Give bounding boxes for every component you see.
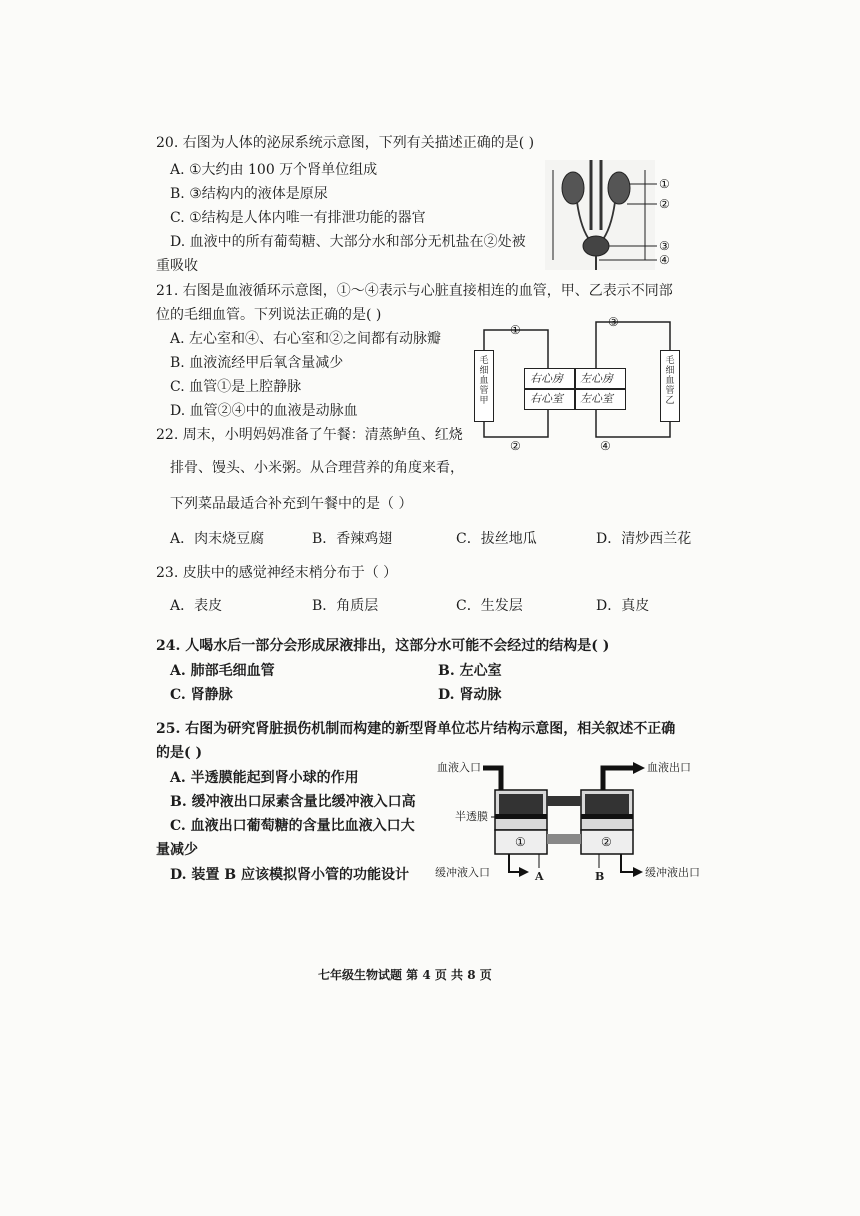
q25-stem-line1: 25. 右图为研究肾脏损伤机制而构建的新型肾单位芯片结构示意图，相关叙述不正确 — [156, 721, 676, 737]
q21-option-b: B. 血液流经甲后氧含量减少 — [170, 355, 344, 371]
q20-stem: 20. 右图为人体的泌尿系统示意图，下列有关描述正确的是( ) — [156, 135, 535, 151]
circ-vessel-2: ② — [510, 439, 521, 453]
q23-option-d: D．真皮 — [596, 598, 650, 614]
left-kidney — [562, 172, 584, 204]
q21-option-d: D. 血管②④中的血液是动脉血 — [170, 403, 358, 419]
q24-stem: 24. 人喝水后一部分会形成尿液排出，这部分水可能不会经过的结构是( ) — [156, 638, 610, 654]
left-atrium: 左心房 — [580, 372, 613, 385]
q23-option-b: B．角质层 — [312, 598, 379, 614]
q25-option-b: B. 缓冲液出口尿素含量比缓冲液入口高 — [170, 794, 416, 810]
urinary-system-figure — [545, 160, 690, 270]
capillary-yi-label: 毛细血管乙 — [665, 356, 675, 406]
q22-stem-line3: 下列菜品最适合补充到午餐中的是（ ） — [170, 496, 413, 512]
q22-stem-line2: 排骨、馒头、小米粥。从合理营养的角度来看， — [170, 460, 464, 476]
device-a-label: A — [535, 870, 544, 883]
bladder — [583, 236, 609, 256]
q23-option-a: A．表皮 — [170, 598, 223, 614]
q24-option-c: C. 肾静脉 — [170, 687, 233, 703]
urinary-label-4: ④ — [659, 253, 670, 267]
chip-circle-1: ① — [515, 835, 526, 849]
q25-option-c: C. 血液出口葡萄糖的含量比血液入口大 — [170, 818, 415, 834]
left-ventricle: 左心室 — [580, 392, 613, 405]
q20-option-d-cont: 重吸收 — [156, 258, 198, 274]
q22-stem-line1: 22. 周末，小明妈妈准备了午餐：清蒸鲈鱼、红烧 — [156, 427, 463, 443]
right-ventricle: 右心室 — [530, 392, 563, 405]
circ-vessel-4: ④ — [600, 439, 611, 453]
blood-inlet-label: 血液入口 — [437, 761, 481, 774]
urinary-label-1: ① — [659, 177, 670, 191]
q24-option-b: B. 左心室 — [438, 663, 502, 679]
membrane-label: 半透膜 — [455, 810, 488, 823]
circ-vessel-1: ① — [510, 323, 521, 337]
buffer-inlet-label: 缓冲液入口 — [435, 866, 490, 879]
chip-circle-2: ② — [601, 835, 612, 849]
q20-option-a: A. ①大约由 100 万个肾单位组成 — [170, 162, 378, 178]
capillary-jia-label: 毛细血管甲 — [479, 356, 489, 406]
q22-option-d: D．清炒西兰花 — [596, 531, 692, 547]
q24-option-d: D. 肾动脉 — [438, 687, 502, 703]
right-atrium: 右心房 — [530, 372, 563, 385]
q21-option-c: C. 血管①是上腔静脉 — [170, 379, 302, 395]
blood-outlet-label: 血液出口 — [647, 761, 691, 774]
q21-option-a: A. 左心室和④、右心室和②之间都有动脉瓣 — [170, 331, 442, 347]
circ-vessel-3: ③ — [608, 315, 619, 329]
buffer-outlet-label: 缓冲液出口 — [645, 866, 700, 879]
q22-option-b: B．香辣鸡翅 — [312, 531, 393, 547]
right-kidney — [608, 172, 630, 204]
q24-option-a: A. 肺部毛细血管 — [170, 663, 275, 679]
urinary-label-2: ② — [659, 197, 670, 211]
q20-option-d: D. 血液中的所有葡萄糖、大部分水和部分无机盐在②处被 — [170, 234, 526, 250]
q25-stem-line2: 的是( ) — [156, 745, 203, 761]
kidney-chip-figure — [435, 752, 703, 887]
q25-option-c-cont: 量减少 — [156, 842, 198, 858]
q20-option-b: B. ③结构内的液体是原尿 — [170, 186, 328, 202]
q20-option-c: C. ①结构是人体内唯一有排泄功能的器官 — [170, 210, 426, 226]
q21-stem-line1: 21. 右图是血液循环示意图，①～④表示与心脏直接相连的血管，甲、乙表示不同部 — [156, 283, 673, 299]
q23-option-c: C．生发层 — [456, 598, 523, 614]
q22-option-a: A．肉末烧豆腐 — [170, 531, 265, 547]
circulation-figure — [470, 312, 690, 462]
urinary-label-3: ③ — [659, 239, 670, 253]
page-footer: 七年级生物试题 第 4 页 共 8 页 — [318, 968, 492, 982]
q23-stem: 23. 皮肤中的感觉神经末梢分布于（ ） — [156, 565, 398, 581]
q25-option-a: A. 半透膜能起到肾小球的作用 — [170, 770, 359, 786]
q21-stem-line2: 位的毛细血管。下列说法正确的是( ) — [156, 307, 382, 323]
device-b-label: B — [595, 870, 605, 883]
q25-option-d: D. 装置 B 应该模拟肾小管的功能设计 — [170, 867, 409, 883]
q22-option-c: C．拔丝地瓜 — [456, 531, 537, 547]
